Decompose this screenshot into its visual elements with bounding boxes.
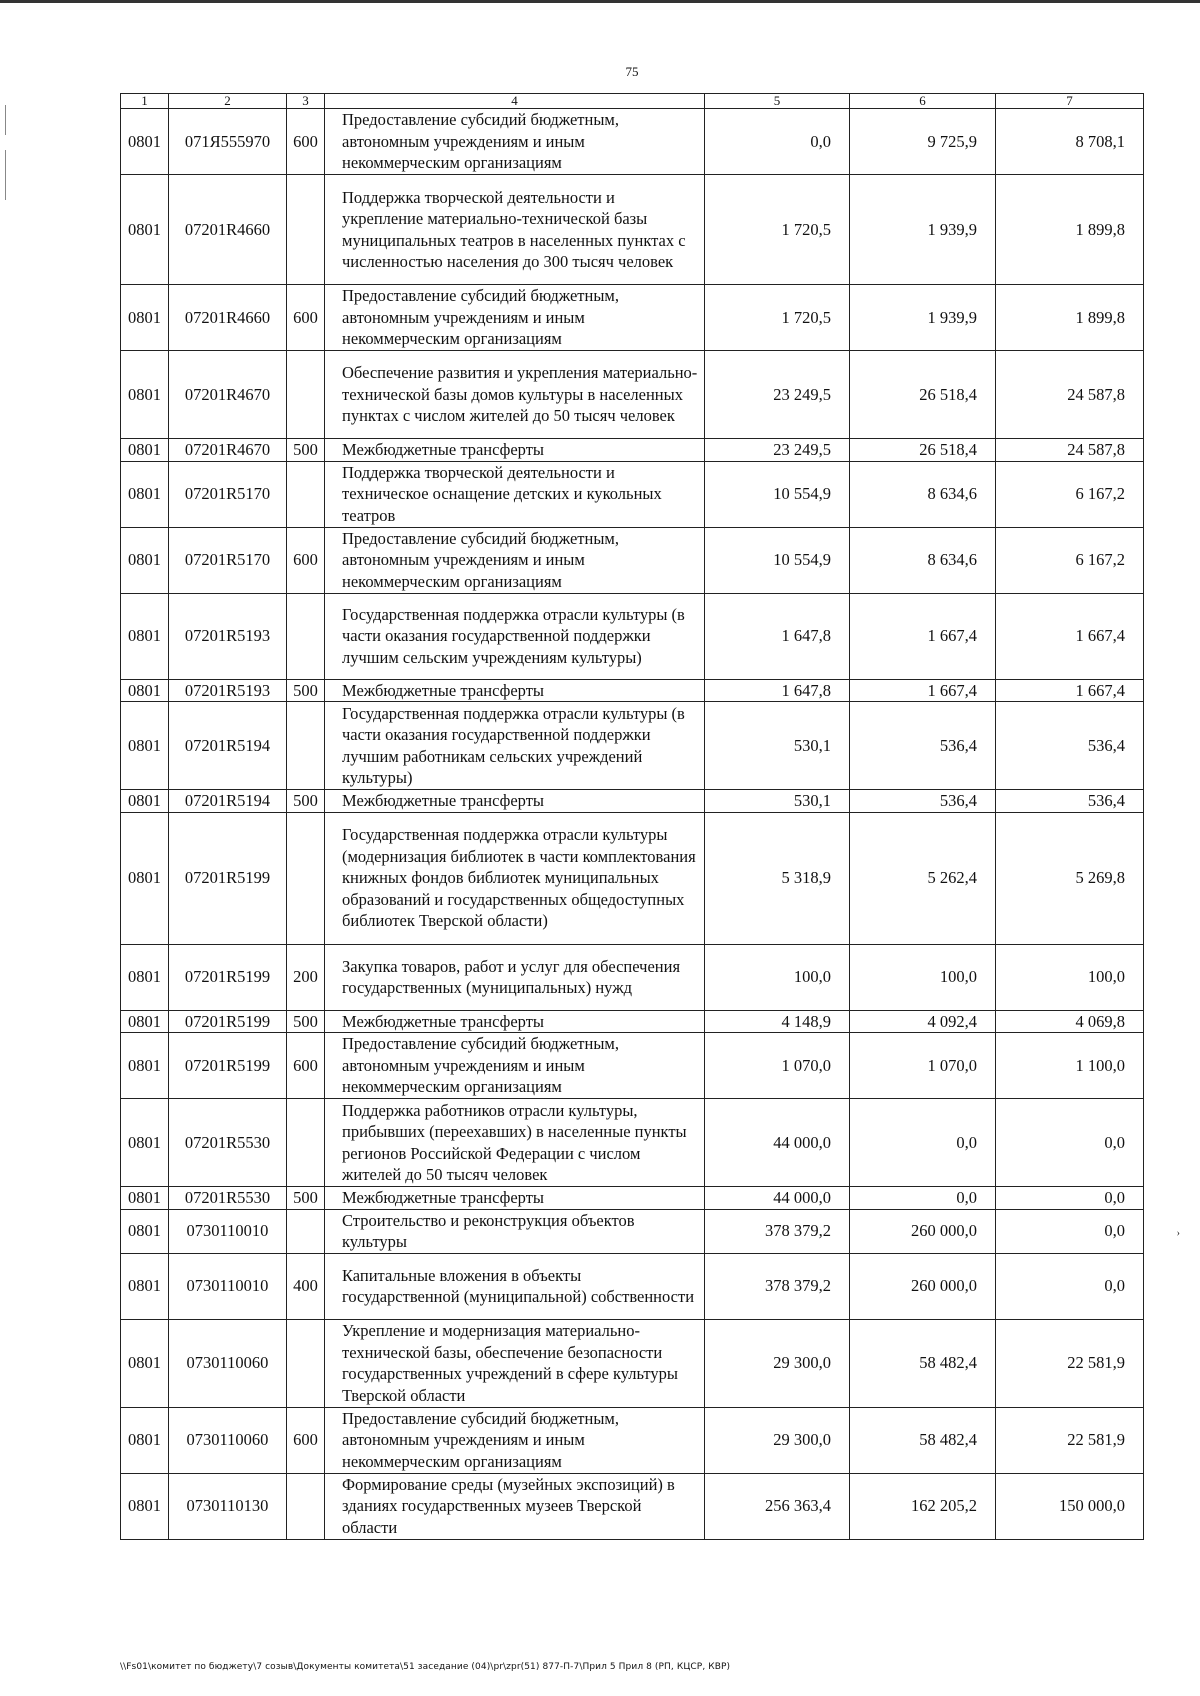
description-cell: Государственная поддержка отрасли культуры (в части оказания государственной поддержки лучшим работникам сельских учреждений культуры) [325,702,705,790]
table-row [121,439,1144,462]
amount-col7-cell: 1 899,8 [996,175,1144,285]
target-code-cell: 07201R5170 [169,461,287,527]
scan-mark: › [1176,1228,1180,1239]
expense-type-cell [287,593,325,679]
amount-col7-cell: 1 667,4 [996,593,1144,679]
expense-type-cell [287,1319,325,1407]
table-row [121,702,1144,790]
amount-col5-cell: 44 000,0 [705,1187,850,1210]
column-header: 6 [850,94,996,109]
table-row [121,1407,1144,1473]
margin-mark [5,105,6,135]
amount-col6-cell: 8 634,6 [850,527,996,593]
description-cell: Предоставление субсидий бюджетным, автономным учреждениям и иным некоммерческим организациям [325,1407,705,1473]
target-code-cell: 07201R5194 [169,702,287,790]
expense-type-cell [287,461,325,527]
column-header: 1 [121,94,169,109]
amount-col5-cell: 1 647,8 [705,593,850,679]
target-code-cell: 07201R4670 [169,439,287,462]
amount-col6-cell: 58 482,4 [850,1319,996,1407]
amount-col6-cell: 536,4 [850,790,996,813]
amount-col6-cell: 58 482,4 [850,1407,996,1473]
top-border-line [0,0,1200,3]
description-cell: Межбюджетные трансферты [325,1187,705,1210]
description-cell: Межбюджетные трансферты [325,1010,705,1033]
section-code-cell: 0801 [121,109,169,175]
section-code-cell: 0801 [121,1253,169,1319]
amount-col5-cell: 530,1 [705,790,850,813]
expense-type-cell: 200 [287,944,325,1010]
section-code-cell: 0801 [121,351,169,439]
section-code-cell: 0801 [121,1407,169,1473]
expense-type-cell: 600 [287,109,325,175]
section-code-cell: 0801 [121,812,169,944]
description-cell: Межбюджетные трансферты [325,790,705,813]
table-row [121,944,1144,1010]
target-code-cell: 07201R5199 [169,1033,287,1099]
column-header: 2 [169,94,287,109]
description-cell: Закупка товаров, работ и услуг для обеспечения государственных (муниципальных) нужд [325,944,705,1010]
description-cell: Межбюджетные трансферты [325,439,705,462]
table-row [121,461,1144,527]
amount-col5-cell: 29 300,0 [705,1319,850,1407]
amount-col6-cell: 4 092,4 [850,1010,996,1033]
table-row [121,351,1144,439]
expense-type-cell: 500 [287,1187,325,1210]
amount-col6-cell: 26 518,4 [850,351,996,439]
target-code-cell: 07201R5530 [169,1187,287,1210]
target-code-cell: 0730110060 [169,1407,287,1473]
description-cell: Государственная поддержка отрасли культуры (в части оказания государственной поддержки лучшим сельским учреждениям культуры) [325,593,705,679]
amount-col7-cell: 24 587,8 [996,439,1144,462]
target-code-cell: 07201R5193 [169,593,287,679]
amount-col5-cell: 256 363,4 [705,1473,850,1539]
amount-col5-cell: 1 647,8 [705,679,850,702]
target-code-cell: 0730110010 [169,1253,287,1319]
amount-col5-cell: 44 000,0 [705,1099,850,1187]
amount-col7-cell: 22 581,9 [996,1319,1144,1407]
column-header: 4 [325,94,705,109]
target-code-cell: 07201R5193 [169,679,287,702]
table-row [121,1319,1144,1407]
footer-file-path: \\Fs01\комитет по бюджету\7 созыв\Документы комитета\51 заседание (04)\pr\zpr(51) 877-П-7\Прил 5 Прил 8 (РП, КЦСР, КВР) [120,1662,731,1672]
expense-type-cell: 500 [287,790,325,813]
amount-col7-cell: 100,0 [996,944,1144,1010]
table-row [121,1209,1144,1253]
expense-type-cell: 600 [287,527,325,593]
section-code-cell: 0801 [121,790,169,813]
amount-col5-cell: 4 148,9 [705,1010,850,1033]
amount-col5-cell: 10 554,9 [705,461,850,527]
description-cell: Предоставление субсидий бюджетным, автономным учреждениям и иным некоммерческим организациям [325,1033,705,1099]
target-code-cell: 07201R4660 [169,175,287,285]
amount-col6-cell: 1 070,0 [850,1033,996,1099]
amount-col7-cell: 0,0 [996,1099,1144,1187]
amount-col6-cell: 1 939,9 [850,285,996,351]
expense-type-cell: 600 [287,1033,325,1099]
section-code-cell: 0801 [121,1319,169,1407]
description-cell: Предоставление субсидий бюджетным, автономным учреждениям и иным некоммерческим организациям [325,109,705,175]
expense-type-cell [287,351,325,439]
table-row [121,175,1144,285]
description-cell: Предоставление субсидий бюджетным, автономным учреждениям и иным некоммерческим организациям [325,285,705,351]
description-cell: Укрепление и модернизация материально-технической базы, обеспечение безопасности государственных учреждений в сфере культуры Тверской области [325,1319,705,1407]
section-code-cell: 0801 [121,1473,169,1539]
amount-col5-cell: 23 249,5 [705,351,850,439]
amount-col7-cell: 6 167,2 [996,461,1144,527]
amount-col5-cell: 5 318,9 [705,812,850,944]
section-code-cell: 0801 [121,439,169,462]
amount-col7-cell: 6 167,2 [996,527,1144,593]
section-code-cell: 0801 [121,944,169,1010]
expense-type-cell [287,1473,325,1539]
amount-col6-cell: 26 518,4 [850,439,996,462]
description-cell: Межбюджетные трансферты [325,679,705,702]
amount-col5-cell: 530,1 [705,702,850,790]
expense-type-cell: 500 [287,679,325,702]
expense-type-cell [287,175,325,285]
amount-col7-cell: 24 587,8 [996,351,1144,439]
amount-col6-cell: 1 667,4 [850,679,996,702]
table-row [121,1253,1144,1319]
column-header: 5 [705,94,850,109]
amount-col5-cell: 10 554,9 [705,527,850,593]
amount-col6-cell: 260 000,0 [850,1253,996,1319]
target-code-cell: 07201R4670 [169,351,287,439]
description-cell: Предоставление субсидий бюджетным, автономным учреждениям и иным некоммерческим организациям [325,527,705,593]
amount-col5-cell: 1 720,5 [705,285,850,351]
section-code-cell: 0801 [121,593,169,679]
amount-col6-cell: 8 634,6 [850,461,996,527]
margin-mark [5,150,6,200]
amount-col5-cell: 0,0 [705,109,850,175]
amount-col7-cell: 536,4 [996,790,1144,813]
amount-col6-cell: 260 000,0 [850,1209,996,1253]
expense-type-cell: 500 [287,1010,325,1033]
expense-type-cell [287,812,325,944]
amount-col6-cell: 0,0 [850,1099,996,1187]
target-code-cell: 07201R5170 [169,527,287,593]
amount-col7-cell: 1 899,8 [996,285,1144,351]
expense-type-cell [287,1099,325,1187]
description-cell: Строительство и реконструкция объектов культуры [325,1209,705,1253]
expense-type-cell: 500 [287,439,325,462]
target-code-cell: 0730110130 [169,1473,287,1539]
description-cell: Капитальные вложения в объекты государственной (муниципальной) собственности [325,1253,705,1319]
section-code-cell: 0801 [121,702,169,790]
amount-col6-cell: 162 205,2 [850,1473,996,1539]
table-row [121,1010,1144,1033]
budget-table [120,93,1144,1540]
table-row [121,593,1144,679]
target-code-cell: 07201R4660 [169,285,287,351]
amount-col5-cell: 29 300,0 [705,1407,850,1473]
amount-col5-cell: 100,0 [705,944,850,1010]
amount-col5-cell: 1 070,0 [705,1033,850,1099]
expense-type-cell: 600 [287,1407,325,1473]
amount-col6-cell: 1 667,4 [850,593,996,679]
amount-col7-cell: 1 100,0 [996,1033,1144,1099]
target-code-cell: 07201R5199 [169,944,287,1010]
section-code-cell: 0801 [121,1099,169,1187]
description-cell: Поддержка работников отрасли культуры, прибывших (переехавших) в населенные пункты регионов Российской Федерации с числом жителей до 50 тысяч человек [325,1099,705,1187]
table-row [121,285,1144,351]
table-row [121,1099,1144,1187]
amount-col6-cell: 1 939,9 [850,175,996,285]
section-code-cell: 0801 [121,285,169,351]
table-row [121,812,1144,944]
expense-type-cell [287,702,325,790]
expense-type-cell [287,1209,325,1253]
table-row [121,1033,1144,1099]
amount-col7-cell: 22 581,9 [996,1407,1144,1473]
amount-col7-cell: 5 269,8 [996,812,1144,944]
amount-col6-cell: 0,0 [850,1187,996,1210]
section-code-cell: 0801 [121,1187,169,1210]
section-code-cell: 0801 [121,679,169,702]
amount-col5-cell: 378 379,2 [705,1209,850,1253]
target-code-cell: 07201R5530 [169,1099,287,1187]
target-code-cell: 07201R5199 [169,1010,287,1033]
expense-type-cell: 600 [287,285,325,351]
column-header: 7 [996,94,1144,109]
section-code-cell: 0801 [121,1010,169,1033]
description-cell: Государственная поддержка отрасли культуры (модернизация библиотек в части комплектования книжных фондов библиотек муниципальных образований и государственных общедоступных библиотек Тверской области) [325,812,705,944]
section-code-cell: 0801 [121,175,169,285]
table-header-row [121,94,1144,109]
column-header: 3 [287,94,325,109]
amount-col7-cell: 0,0 [996,1253,1144,1319]
description-cell: Поддержка творческой деятельности и укрепление материально-технической базы муниципальных театров в населенных пунктах с численностью населения до 300 тысяч человек [325,175,705,285]
table-row [121,109,1144,175]
amount-col7-cell: 536,4 [996,702,1144,790]
target-code-cell: 07201R5199 [169,812,287,944]
section-code-cell: 0801 [121,1033,169,1099]
amount-col5-cell: 23 249,5 [705,439,850,462]
description-cell: Формирование среды (музейных экспозиций) в зданиях государственных музеев Тверской области [325,1473,705,1539]
amount-col7-cell: 0,0 [996,1209,1144,1253]
section-code-cell: 0801 [121,1209,169,1253]
amount-col6-cell: 5 262,4 [850,812,996,944]
description-cell: Обеспечение развития и укрепления материально-технической базы домов культуры в населенных пунктах с числом жителей до 50 тысяч человек [325,351,705,439]
table-row [121,679,1144,702]
target-code-cell: 07201R5194 [169,790,287,813]
amount-col7-cell: 150 000,0 [996,1473,1144,1539]
amount-col5-cell: 378 379,2 [705,1253,850,1319]
table-row [121,1473,1144,1539]
table-row [121,527,1144,593]
table-row [121,1187,1144,1210]
target-code-cell: 071Я555970 [169,109,287,175]
table-row [121,790,1144,813]
section-code-cell: 0801 [121,461,169,527]
amount-col7-cell: 8 708,1 [996,109,1144,175]
target-code-cell: 0730110060 [169,1319,287,1407]
amount-col7-cell: 4 069,8 [996,1010,1144,1033]
section-code-cell: 0801 [121,527,169,593]
amount-col7-cell: 1 667,4 [996,679,1144,702]
amount-col6-cell: 9 725,9 [850,109,996,175]
page-number: 75 [625,64,639,79]
description-cell: Поддержка творческой деятельности и техническое оснащение детских и кукольных театров [325,461,705,527]
target-code-cell: 0730110010 [169,1209,287,1253]
amount-col6-cell: 100,0 [850,944,996,1010]
amount-col6-cell: 536,4 [850,702,996,790]
amount-col5-cell: 1 720,5 [705,175,850,285]
expense-type-cell: 400 [287,1253,325,1319]
amount-col7-cell: 0,0 [996,1187,1144,1210]
